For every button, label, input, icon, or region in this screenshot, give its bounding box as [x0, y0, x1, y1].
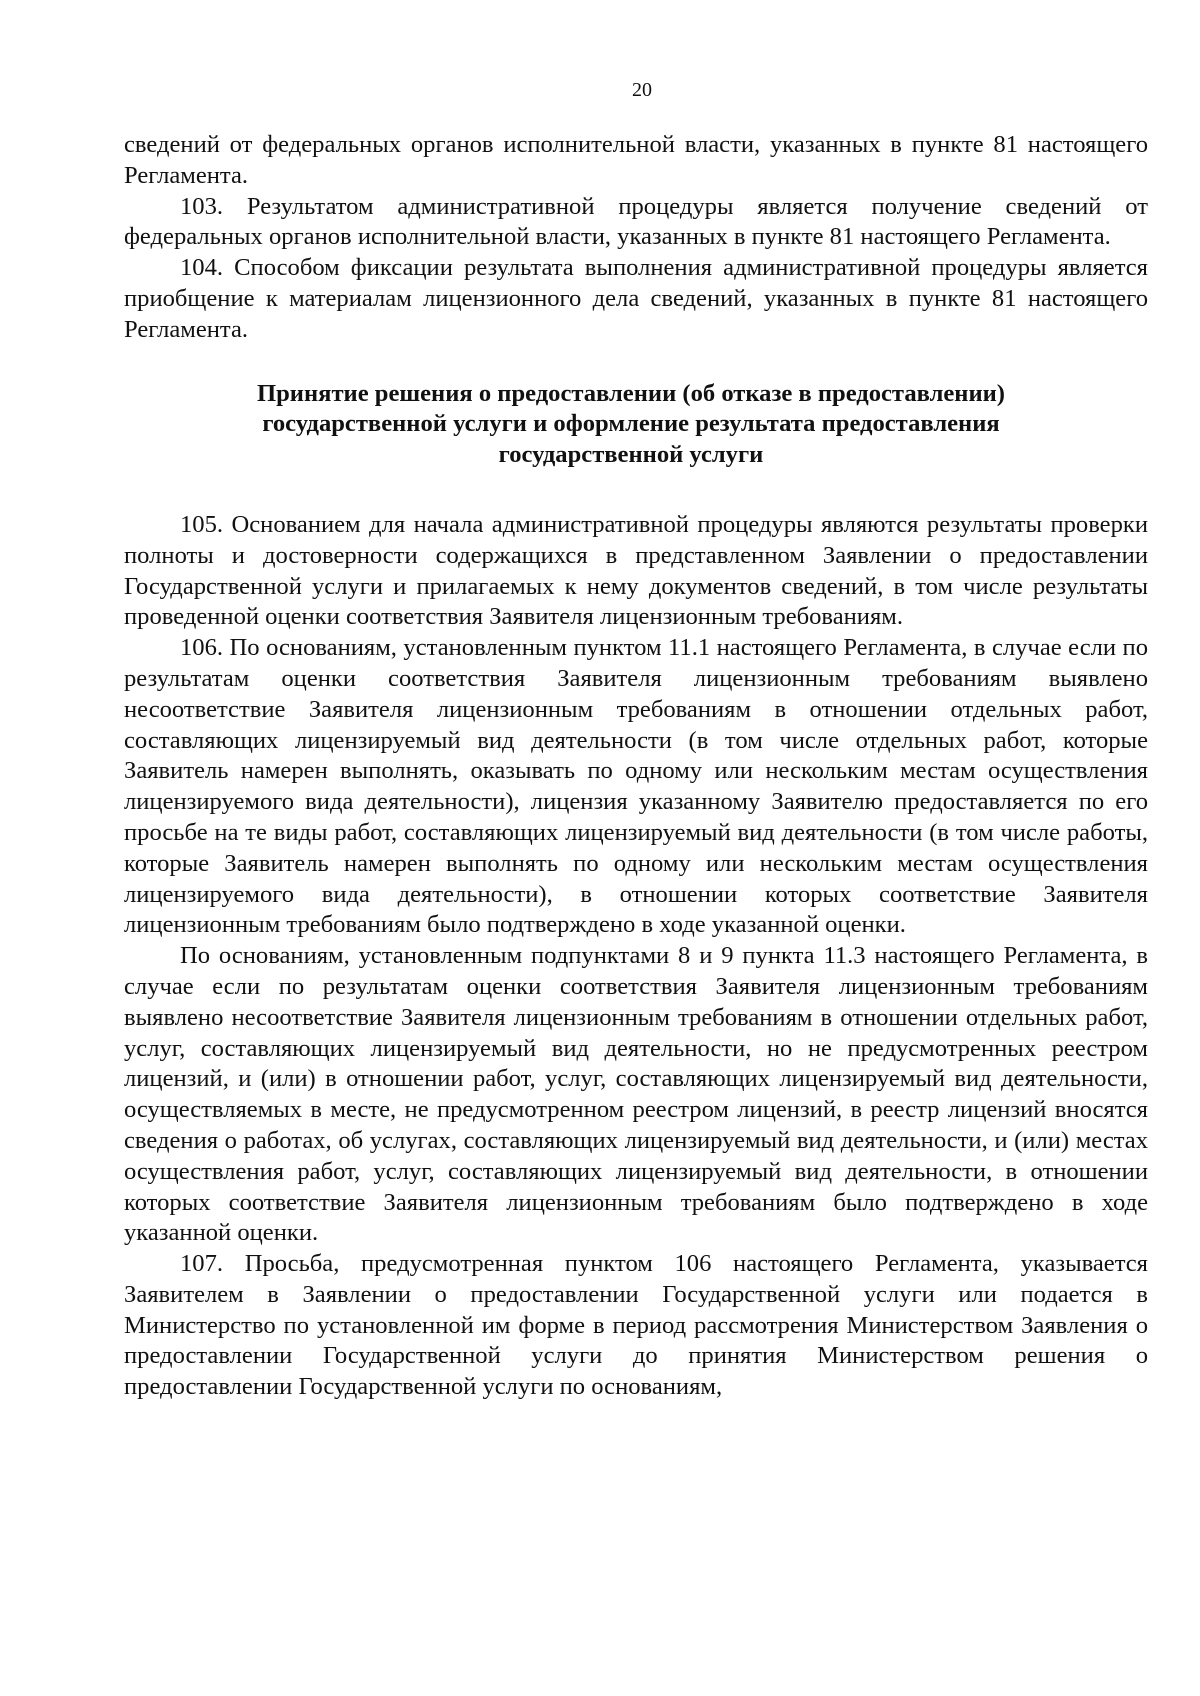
section-heading-line-1: Принятие решения о предоставлении (об отказе в предоставлении) — [257, 379, 1005, 407]
paragraph-104: 104. Способом фиксации результата выполнения административной процедуры является приобщение к материалам лицензионного дела сведений, указанных в пункте 81 настоящего Регламента. — [124, 254, 1148, 343]
page-number: 20 — [632, 79, 652, 101]
paragraph-105: 105. Основанием для начала административной процедуры являются результаты проверки полноты и достоверности содержащихся в представленном Заявлении о предоставлении Государственной услуги и прилагаемых к нему документов сведений, в том числе результаты проведенной оценки соответствия Заявителя лицензионным требованиям. — [124, 510, 1148, 631]
paragraph-103: 103. Результатом административной процедуры является получение сведений от федеральных органов исполнительной власти, указанных в пункте 81 настоящего Регламента. — [124, 192, 1148, 251]
section-heading-line-2: государственной услуги и оформление результата предоставления — [262, 410, 1000, 438]
paragraph-continuation: сведений от федеральных органов исполнительной власти, указанных в пункте 81 настоящего Регламента. — [124, 131, 1148, 189]
paragraph-106: 106. По основаниям, установленным пунктом 11.1 настоящего Регламента, в случае если по результатам оценки соответствия Заявителя лицензионным требованиям выявлено несоответствие Заявителя лицензионным требованиям в отношении отдельных работ, составляющих лицензируемый вид деятельности (в том числе отдельных работ, которые Заявитель намерен выполнять, оказывать по одному или нескольким местам осуществления лицензируемого вида деятельности), лицензия указанному Заявителю предоставляется по его просьбе на те виды работ, составляющих лицензируемый вид деятельности (в том числе работы, которые Заявитель намерен выполнять по одному или нескольким местам осуществления лицензируемого вида деятельности), в отношении которых соответствие Заявителя лицензионным требованиям было подтверждено в ходе указанной оценки. — [124, 634, 1148, 939]
section-heading — [124, 379, 1148, 471]
paragraph-106-second: По основаниям, установленным подпунктами 8 и 9 пункта 11.3 настоящего Регламента, в случае если по результатам оценки соответствия Заявителя лицензионным требованиям выявлено несоответствие Заявителя лицензионным требованиям в отношении отдельных работ, услуг, составляющих лицензируемый вид деятельности, но не предусмотренных реестром лицензий, и (или) в отношении работ, услуг, составляющих лицензируемый вид деятельности, осуществляемых в месте, не предусмотренном реестром лицензий, в реестр лицензий вносятся сведения о работах, об услугах, составляющих лицензируемый вид деятельности, и (или) местах осуществления работ, услуг, составляющих лицензируемый вид деятельности, в отношении которых соответствие Заявителя лицензионным требованиям было подтверждено в ходе указанной оценки. — [124, 942, 1148, 1247]
paragraph-107: 107. Просьба, предусмотренная пунктом 106 настоящего Регламента, указывается Заявителем в Заявлении о предоставлении Государственной услуги или подается в Министерство по установленной им форме в период рассмотрения Министерством Заявления о предоставлении Государственной услуги до принятия Министерством решения о предоставлении Государственной услуги по основаниям, — [124, 1250, 1148, 1401]
section-heading-line-3: государственной услуги — [498, 441, 764, 469]
